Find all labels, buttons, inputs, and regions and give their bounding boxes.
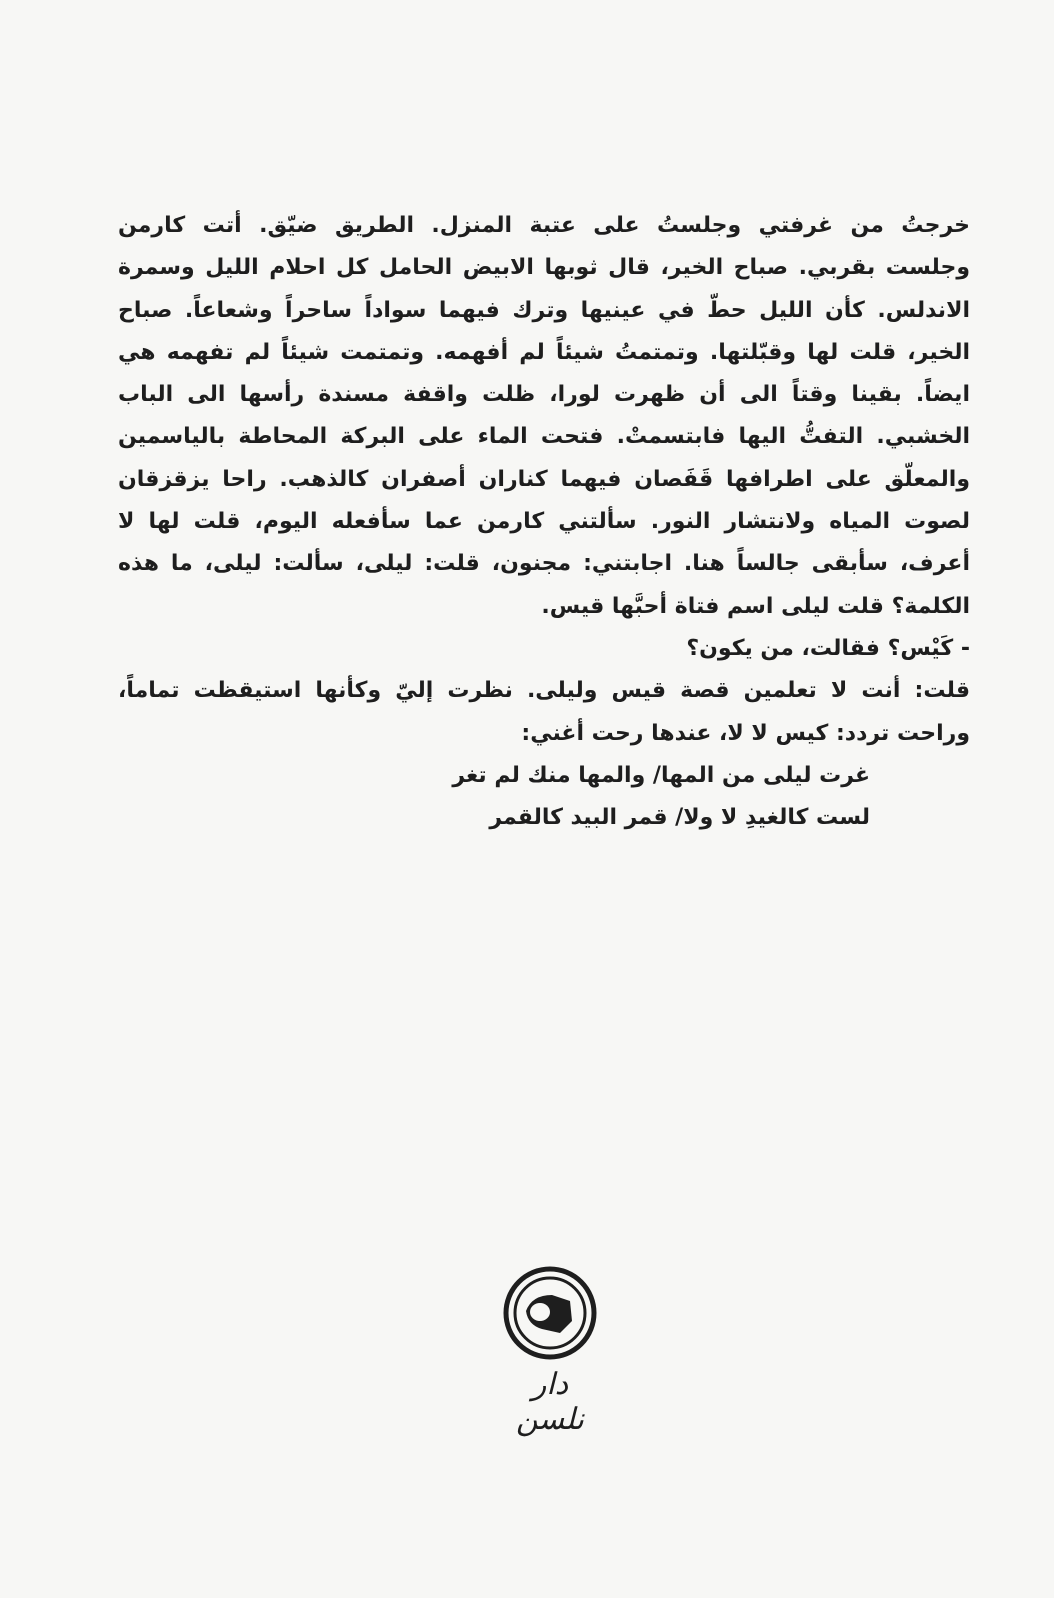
text-line: الخشبي. التفتُّ اليها فابتسمتْ. فتحت الماء على البركة المحاطة بالياسمين bbox=[118, 424, 970, 450]
publisher-name: دار نلسن bbox=[516, 1367, 584, 1437]
publisher-logo bbox=[500, 1265, 600, 1437]
text-line: وراحت تردد: كيس لا لا، عندها رحت أغني: bbox=[521, 720, 970, 746]
text-line: الاندلس. كأن الليل حطّ في عينيها وترك فيهما سواداً ساحراً وشعاعاً. صباح bbox=[118, 297, 970, 323]
back-cover-text bbox=[118, 205, 970, 839]
text-line: قلت: أنت لا تعلمين قصة قيس وليلى. نظرت إليّ وكأنها استيقظت تماماً، bbox=[118, 678, 970, 704]
text-line: لصوت المياه ولانتشار النور. سألتني كارمن عما سأفعله اليوم، قلت لها لا bbox=[118, 509, 970, 535]
text-line: - كَيْس؟ فقالت، من يكون؟ bbox=[686, 635, 970, 661]
poem-line: لست كالغيدِ لا ولا/ قمر البيد كالقمر bbox=[489, 805, 870, 831]
text-line: الكلمة؟ قلت ليلى اسم فتاة أحبَّها قيس. bbox=[541, 593, 970, 619]
text-line: ايضاً. بقينا وقتاً الى أن ظهرت لورا، ظلت واقفة مسندة رأسها الى الباب bbox=[118, 382, 970, 408]
text-line: وجلست بقربي. صباح الخير، قال ثوبها الابيض الحامل كل احلام الليل وسمرة bbox=[118, 255, 970, 281]
text-line: خرجتُ من غرفتي وجلستُ على عتبة المنزل. الطريق ضيّق. أتت كارمن bbox=[118, 213, 970, 238]
text-line: الخير، قلت لها وقبّلتها. وتمتمتُ شيئاً لم أفهمه. وتمتمت شيئاً لم تفهمه هي bbox=[118, 339, 970, 365]
text-line: أعرف، سأبقى جالساً هنا. اجابتني: مجنون، قلت: ليلى، سألت: ليلى، ما هذه bbox=[118, 551, 970, 577]
publisher-circle-logo-icon bbox=[502, 1265, 598, 1361]
text-line: والمعلّق على اطرافها قَفَصان فيهما كناران أصفران كالذهب. راحا يزقزقان bbox=[118, 466, 970, 492]
poem-line: غرت ليلى من المها/ والمها منك لم تغر bbox=[452, 762, 870, 788]
